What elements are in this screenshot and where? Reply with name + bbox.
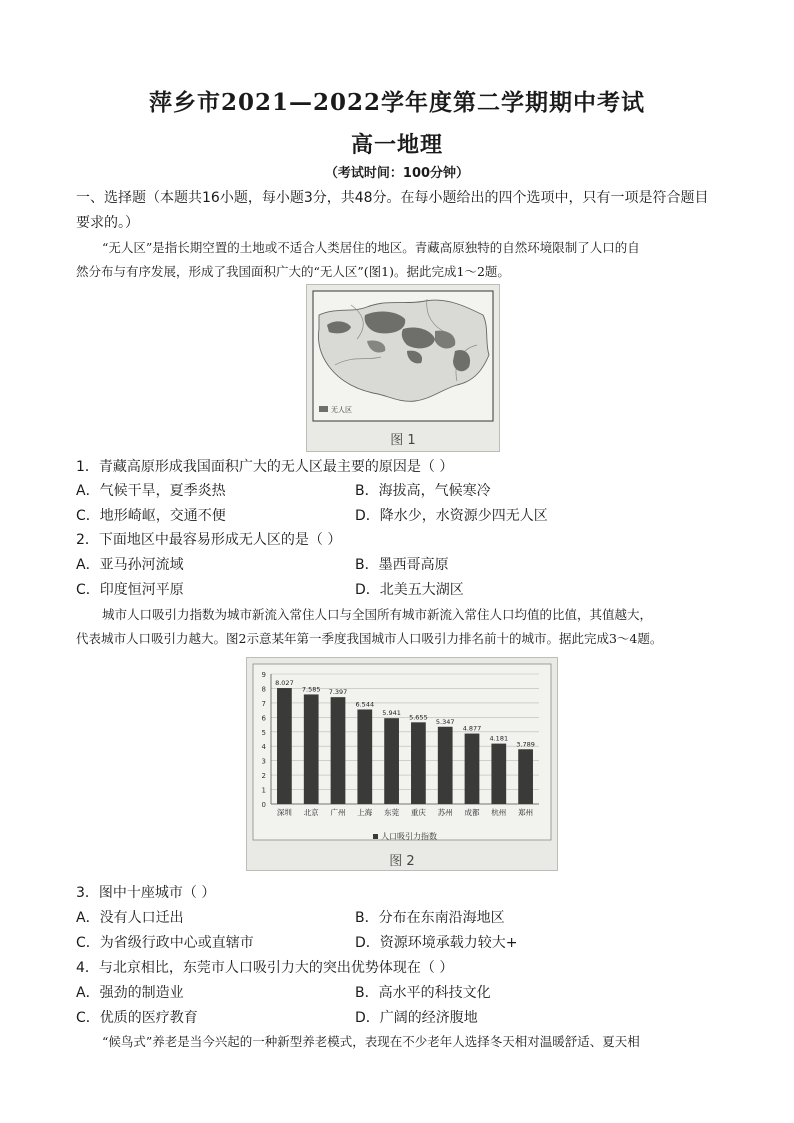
bar	[304, 694, 319, 804]
bar	[491, 744, 506, 804]
passage-2-line1: 城市人口吸引力指数为城市新流入常住人口与全国所有城市新流入常住人口均值的比值，其值越大，	[102, 607, 653, 622]
data-label: 7.585	[301, 685, 321, 694]
legend-label: 无人区	[331, 406, 352, 414]
data-label: 5.941	[382, 709, 401, 718]
legend-swatch	[373, 834, 378, 839]
data-label: 6.544	[355, 700, 375, 709]
x-tick-label: 苏州	[437, 808, 453, 817]
y-tick-label: 1	[261, 786, 266, 795]
question-1-stem: 1．青藏高原形成我国面积广大的无人区最主要的原因是（ ）	[76, 459, 454, 475]
figure-1-caption: 图 1	[390, 433, 416, 448]
exam-title: 萍乡市2021—2022学年度第二学期期中考试	[148, 89, 646, 116]
passage-1	[76, 236, 726, 284]
bar	[518, 749, 533, 804]
x-tick-label: 北京	[303, 808, 319, 817]
data-label: 7.397	[328, 688, 348, 697]
passage-1-line1: “无人区”是指长期空置的土地或不适合人类居住的地区。青藏高原独特的自然环境限制了人口的自	[102, 240, 640, 255]
section-instructions-line2: 要求的。）	[76, 215, 139, 231]
question-3-option-b: B．分布在东南沿海地区	[355, 910, 505, 926]
x-tick-label: 广州	[330, 808, 346, 817]
x-tick-label: 东莞	[384, 808, 400, 817]
question-1-option-d: D．降水少，水资源少四无人区	[355, 508, 548, 524]
question-2-stem: 2．下面地区中最容易形成无人区的是（ ）	[76, 532, 342, 548]
question-4-option-a: A．强劲的制造业	[76, 985, 184, 1001]
section-instructions-line1: 一、选择题（本题共16小题，每小题3分，共48分。在每小题给出的四个选项中，只有一项是符合题目	[76, 190, 709, 206]
question-4-option-c: C．优质的医疗教育	[76, 1010, 198, 1026]
question-3-option-d: D．资源环境承载力较大+	[355, 935, 518, 951]
legend-label: 人口吸引力指数	[381, 832, 437, 841]
passage-1-line2: 然分布与有序发展，形成了我国面积广大的“无人区”(图1)。据此完成1～2题。	[76, 264, 510, 279]
question-2-option-c: C．印度恒河平原	[76, 582, 184, 598]
legend-swatch	[319, 406, 328, 412]
y-tick-label: 8	[261, 685, 266, 694]
exam-subject: 高一地理	[350, 132, 443, 158]
data-label: 3.789	[516, 740, 535, 749]
y-tick-label: 7	[261, 699, 266, 708]
y-tick-label: 5	[261, 728, 266, 737]
y-tick-label: 2	[261, 772, 266, 781]
question-3-option-a: A．没有人口迁出	[76, 910, 184, 926]
bar	[411, 722, 426, 804]
question-1-option-a: A．气候干旱，夏季炎热	[76, 483, 226, 499]
question-4-stem: 4．与北京相比，东莞市人口吸引力大的突出优势体现在（ ）	[76, 960, 454, 976]
exam-time: （考试时间：100分钟）	[324, 166, 470, 181]
passage-2-line2: 代表城市人口吸引力越大。图2示意某年第一季度我国城市人口吸引力排名前十的城市。据此完成3～4题。	[76, 631, 663, 646]
y-tick-label: 0	[261, 801, 266, 809]
y-tick-label: 6	[261, 714, 266, 723]
question-1-option-b: B．海拔高，气候寒冷	[355, 483, 491, 499]
bar	[357, 709, 372, 804]
x-tick-label: 杭州	[491, 808, 507, 817]
y-tick-label: 4	[261, 743, 266, 752]
data-label: 5.655	[409, 713, 428, 722]
question-4-option-d: D．广阔的经济腹地	[355, 1010, 478, 1026]
y-tick-label: 9	[261, 671, 266, 679]
bar	[384, 718, 399, 804]
question-3-stem: 3．图中十座城市（ ）	[76, 885, 216, 901]
tibet-plateau-map	[307, 285, 499, 427]
question-2-option-a: A．亚马孙河流域	[76, 557, 184, 573]
figure-2-chart	[246, 657, 558, 871]
figure-2-caption: 图 2	[389, 854, 415, 869]
bar	[438, 727, 453, 804]
bar	[331, 697, 346, 804]
y-tick-label: 3	[261, 757, 266, 766]
passage-3-line1: “候鸟式”养老是当今兴起的一种新型养老模式，表现在不少老年人选择冬天相对温暖舒适、夏天相	[102, 1034, 640, 1049]
population-attraction-bar-chart	[247, 658, 557, 848]
x-tick-label: 郑州	[518, 808, 534, 817]
question-4-option-b: B．高水平的科技文化	[355, 985, 491, 1001]
passage-3	[76, 1030, 726, 1054]
bar	[465, 734, 480, 804]
data-label: 8.027	[275, 679, 294, 688]
data-label: 5.347	[435, 717, 455, 726]
x-tick-label: 上海	[357, 808, 373, 817]
x-tick-label: 深圳	[276, 808, 292, 817]
x-tick-label: 重庆	[410, 808, 426, 817]
question-2-option-d: D．北美五大湖区	[355, 582, 464, 598]
x-tick-label: 成都	[464, 808, 480, 817]
question-1-option-c: C．地形崎岖，交通不便	[76, 508, 226, 524]
question-2-option-b: B．墨西哥高原	[355, 557, 449, 573]
data-label: 4.877	[462, 724, 482, 733]
data-label: 4.181	[489, 734, 509, 743]
passage-2	[76, 603, 726, 651]
figure-1-map	[306, 284, 500, 452]
question-3-option-c: C．为省级行政中心或直辖市	[76, 935, 254, 951]
bar	[277, 688, 292, 804]
